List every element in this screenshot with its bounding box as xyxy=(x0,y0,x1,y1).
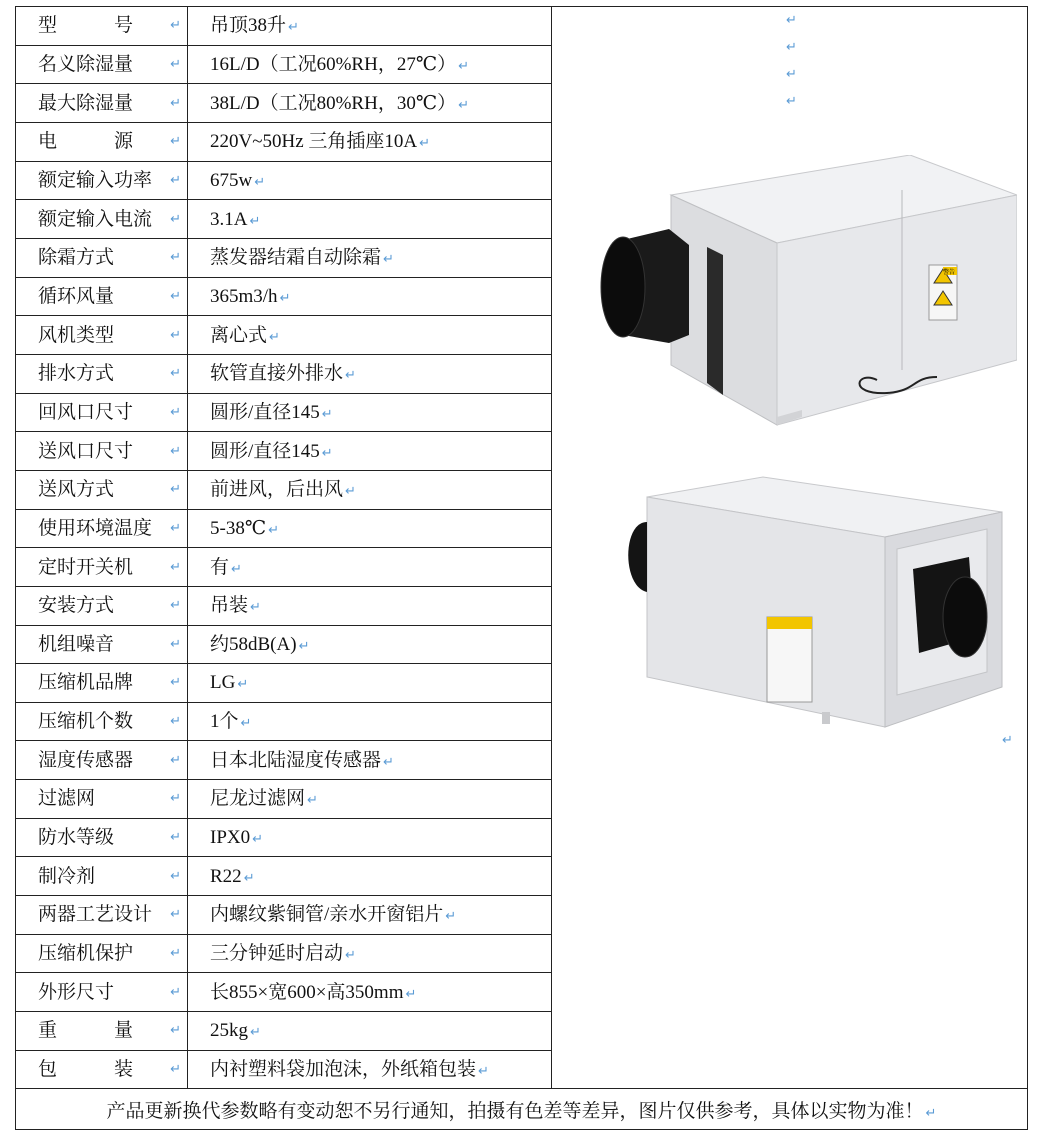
spec-value-cell xyxy=(188,238,552,277)
spec-label-cell xyxy=(16,586,188,625)
spec-label-cell xyxy=(16,1012,188,1051)
paragraph-mark-icon: ↵ xyxy=(321,406,333,422)
spec-value: 圆形/直径145 xyxy=(210,440,320,462)
spec-label: 过滤网 xyxy=(38,788,96,810)
spec-value: IPX0 xyxy=(210,827,251,849)
spec-value: 长855×宽600×高350mm xyxy=(210,981,404,1003)
paragraph-mark-icon: ↵ xyxy=(170,714,181,730)
paragraph-mark-icon: ↵ xyxy=(458,58,469,74)
spec-label-cell xyxy=(16,238,188,277)
spec-label-cell xyxy=(16,432,188,471)
paragraph-mark-icon: ↵ xyxy=(170,520,181,536)
spec-label-cell xyxy=(16,818,188,857)
spec-value: 内衬塑料袋加泡沫，外纸箱包装 xyxy=(210,1059,477,1081)
paragraph-mark-icon: ↵ xyxy=(249,213,261,229)
spec-value: 蒸发器结霜自动除霜 xyxy=(210,247,382,269)
spec-value-cell xyxy=(188,316,552,355)
spec-label-cell xyxy=(16,161,188,200)
spec-label-cell xyxy=(16,7,188,46)
paragraph-mark-icon: ↵ xyxy=(170,868,181,884)
spec-value-cell xyxy=(188,432,552,471)
spec-label: 安装方式 xyxy=(38,595,115,617)
spec-value: 25kg xyxy=(210,1020,248,1042)
spec-value-cell xyxy=(188,161,552,200)
paragraph-mark-icon: ↵ xyxy=(321,445,333,461)
spec-value-cell xyxy=(188,857,552,896)
paragraph-mark-icon: ↵ xyxy=(240,716,252,732)
spec-value-cell xyxy=(188,1050,552,1089)
paragraph-mark-icon: ↵ xyxy=(170,288,181,304)
spec-value: 前进风，后出风 xyxy=(210,479,344,501)
spec-value: 吊装 xyxy=(210,595,249,617)
spec-label: 压缩机品牌 xyxy=(38,672,134,694)
paragraph-mark-icon: ↵ xyxy=(170,984,181,1000)
paragraph-mark-icon: ↵ xyxy=(170,95,181,111)
spec-value-cell xyxy=(188,122,552,161)
spec-value-cell xyxy=(188,625,552,664)
spec-value-cell xyxy=(188,818,552,857)
spec-label: 电 源 xyxy=(38,131,134,153)
spec-value: 220V~50Hz 三角插座10A xyxy=(210,131,418,153)
spec-label: 定时开关机 xyxy=(38,556,134,578)
paragraph-mark-icon: ↵ xyxy=(170,482,181,498)
paragraph-mark-icon: ↵ xyxy=(269,329,280,345)
paragraph-marks xyxy=(784,13,797,109)
spec-value: 365m3/h xyxy=(210,285,278,307)
spec-label-cell xyxy=(16,548,188,587)
spec-value: LG xyxy=(210,672,236,694)
spec-label-cell xyxy=(16,84,188,123)
paragraph-mark-icon: ↵ xyxy=(170,830,181,846)
paragraph-mark-icon: ↵ xyxy=(383,252,394,268)
paragraph-mark-icon: ↵ xyxy=(243,870,255,886)
spec-value-cell xyxy=(188,664,552,703)
paragraph-mark-icon: ↵ xyxy=(345,368,356,384)
spec-value-cell xyxy=(188,470,552,509)
paragraph-mark-icon: ↵ xyxy=(786,13,797,28)
paragraph-mark-icon: ↵ xyxy=(170,1023,181,1039)
spec-label-cell xyxy=(16,393,188,432)
spec-label: 使用环境温度 xyxy=(38,517,153,539)
spec-label-cell xyxy=(16,470,188,509)
spec-value-cell xyxy=(188,780,552,819)
spec-label: 送风口尺寸 xyxy=(38,440,134,462)
paragraph-mark-icon: ↵ xyxy=(170,907,181,923)
paragraph-mark-icon: ↵ xyxy=(237,677,249,693)
spec-value-cell xyxy=(188,702,552,741)
spec-value: 约58dB(A) xyxy=(210,633,297,655)
spec-label: 排水方式 xyxy=(38,363,115,385)
paragraph-mark-icon: ↵ xyxy=(170,443,181,459)
spec-label: 压缩机保护 xyxy=(38,943,134,965)
paragraph-mark-icon: ↵ xyxy=(254,174,266,190)
spec-value: 5-38℃ xyxy=(210,517,267,539)
spec-value-cell xyxy=(188,84,552,123)
spec-value: 圆形/直径145 xyxy=(210,401,320,423)
spec-label-cell xyxy=(16,316,188,355)
spec-label-cell xyxy=(16,780,188,819)
spec-value: 软管直接外排水 xyxy=(210,363,344,385)
paragraph-mark-icon: ↵ xyxy=(170,250,181,266)
paragraph-mark-icon: ↵ xyxy=(786,67,797,82)
spec-row xyxy=(16,7,1028,46)
footer-note: 产品更新换代参数略有变动恕不另行通知，拍摄有色差等差异，图片仅供参考，具体以实物为准！ xyxy=(106,1100,924,1122)
paragraph-mark-icon: ↵ xyxy=(170,675,181,691)
spec-label-cell xyxy=(16,973,188,1012)
spec-table-body xyxy=(16,7,1028,1130)
spec-value-cell xyxy=(188,741,552,780)
spec-label: 最大除湿量 xyxy=(38,92,134,114)
spec-label-cell xyxy=(16,664,188,703)
spec-label: 循环风量 xyxy=(38,285,115,307)
spec-value: 吊顶38升 xyxy=(210,15,287,37)
spec-label: 型 号 xyxy=(38,15,134,37)
paragraph-mark-icon: ↵ xyxy=(419,136,431,152)
paragraph-mark-icon: ↵ xyxy=(170,946,181,962)
spec-value-cell xyxy=(188,509,552,548)
paragraph-mark-icon: ↵ xyxy=(405,986,417,1002)
paragraph-mark-icon: ↵ xyxy=(170,559,181,575)
spec-label-cell xyxy=(16,896,188,935)
paragraph-mark-icon: ↵ xyxy=(458,97,469,113)
spec-value: R22 xyxy=(210,865,242,887)
footer-row xyxy=(16,1089,1028,1130)
spec-table xyxy=(15,6,1028,1130)
spec-value: 38L/D（工况80%RH，30℃） xyxy=(210,92,457,114)
spec-value: 675w xyxy=(210,169,253,191)
paragraph-mark-icon: ↵ xyxy=(250,600,261,616)
paragraph-mark-icon: ↵ xyxy=(250,1025,261,1041)
paragraph-mark-icon: ↵ xyxy=(170,134,181,150)
paragraph-mark-icon: ↵ xyxy=(170,752,181,768)
spec-value: 三分钟延时启动 xyxy=(210,943,344,965)
spec-label: 额定输入电流 xyxy=(38,208,153,230)
spec-value-cell xyxy=(188,934,552,973)
paragraph-mark-icon: ↵ xyxy=(170,366,181,382)
paragraph-mark-icon: ↵ xyxy=(1002,733,1013,748)
spec-value-cell xyxy=(188,277,552,316)
spec-value-cell xyxy=(188,45,552,84)
dehumidifier-rear-view-icon xyxy=(577,467,1017,737)
paragraph-mark-icon: ↵ xyxy=(445,909,457,925)
paragraph-mark-icon: ↵ xyxy=(252,832,264,848)
spec-value: 离心式 xyxy=(210,324,268,346)
spec-value: 内螺纹紫铜管/亲水开窗铝片 xyxy=(210,904,444,926)
spec-label: 两器工艺设计 xyxy=(38,904,153,926)
paragraph-mark-icon: ↵ xyxy=(279,290,291,306)
spec-label: 送风方式 xyxy=(38,479,115,501)
spec-label-cell xyxy=(16,509,188,548)
paragraph-mark-icon: ↵ xyxy=(170,327,181,343)
paragraph-mark-icon: ↵ xyxy=(298,638,310,654)
spec-label: 制冷剂 xyxy=(38,865,96,887)
spec-value-cell xyxy=(188,200,552,239)
spec-label: 除霜方式 xyxy=(38,247,115,269)
paragraph-mark-icon: ↵ xyxy=(231,561,242,577)
paragraph-mark-icon: ↵ xyxy=(786,40,797,55)
spec-label-cell xyxy=(16,277,188,316)
spec-value: 日本北陆湿度传感器 xyxy=(210,749,382,771)
spec-label: 机组噪音 xyxy=(38,633,115,655)
spec-label-cell xyxy=(16,45,188,84)
spec-label-cell xyxy=(16,354,188,393)
spec-value: 3.1A xyxy=(210,208,248,230)
paragraph-mark-icon: ↵ xyxy=(170,636,181,652)
spec-value-cell xyxy=(188,973,552,1012)
warning-label-title: 警告 xyxy=(942,269,956,276)
paragraph-mark-icon: ↵ xyxy=(786,94,797,109)
paragraph-mark-icon: ↵ xyxy=(170,1062,181,1078)
paragraph-mark-icon: ↵ xyxy=(307,793,318,809)
spec-value-cell xyxy=(188,1012,552,1051)
spec-label-cell xyxy=(16,200,188,239)
paragraph-mark-icon: ↵ xyxy=(268,522,279,538)
spec-value: 尼龙过滤网 xyxy=(210,788,306,810)
spec-label: 外形尺寸 xyxy=(38,981,115,1003)
spec-label-cell xyxy=(16,741,188,780)
product-image-cell xyxy=(552,7,1028,1089)
spec-label: 包 装 xyxy=(38,1059,134,1081)
spec-label: 额定输入功率 xyxy=(38,169,153,191)
spec-label: 风机类型 xyxy=(38,324,115,346)
spec-value: 1个 xyxy=(210,711,239,733)
spec-label: 湿度传感器 xyxy=(38,749,134,771)
spec-label-cell xyxy=(16,1050,188,1089)
spec-label: 回风口尺寸 xyxy=(38,401,134,423)
paragraph-mark-icon: ↵ xyxy=(170,598,181,614)
paragraph-mark-icon: ↵ xyxy=(170,404,181,420)
footer-note-cell xyxy=(16,1089,1028,1130)
spec-value: 有 xyxy=(210,556,230,578)
paragraph-mark-icon: ↵ xyxy=(170,791,181,807)
spec-value-cell xyxy=(188,548,552,587)
spec-value-cell xyxy=(188,896,552,935)
spec-label-cell xyxy=(16,702,188,741)
spec-label: 重 量 xyxy=(38,1020,134,1042)
spec-label-cell xyxy=(16,857,188,896)
paragraph-mark-icon: ↵ xyxy=(925,1105,937,1121)
spec-value: 16L/D（工况60%RH，27℃） xyxy=(210,53,457,75)
paragraph-mark-icon: ↵ xyxy=(478,1064,489,1080)
paragraph-mark-icon: ↵ xyxy=(170,172,181,188)
spec-label: 防水等级 xyxy=(38,827,115,849)
spec-value-cell xyxy=(188,393,552,432)
spec-label: 压缩机个数 xyxy=(38,711,134,733)
paragraph-mark-icon: ↵ xyxy=(170,56,181,72)
paragraph-mark-icon: ↵ xyxy=(170,211,181,227)
spec-value-cell xyxy=(188,354,552,393)
spec-label-cell xyxy=(16,934,188,973)
paragraph-mark-icon: ↵ xyxy=(170,18,181,34)
paragraph-mark-icon: ↵ xyxy=(345,484,356,500)
dehumidifier-front-view-icon xyxy=(577,155,1017,435)
spec-value-cell xyxy=(188,586,552,625)
spec-value-cell xyxy=(188,7,552,46)
paragraph-mark-icon: ↵ xyxy=(288,20,299,36)
paragraph-mark-icon: ↵ xyxy=(345,948,356,964)
spec-label-cell xyxy=(16,122,188,161)
spec-label-cell xyxy=(16,625,188,664)
paragraph-mark-icon: ↵ xyxy=(383,754,394,770)
spec-label: 名义除湿量 xyxy=(38,53,134,75)
